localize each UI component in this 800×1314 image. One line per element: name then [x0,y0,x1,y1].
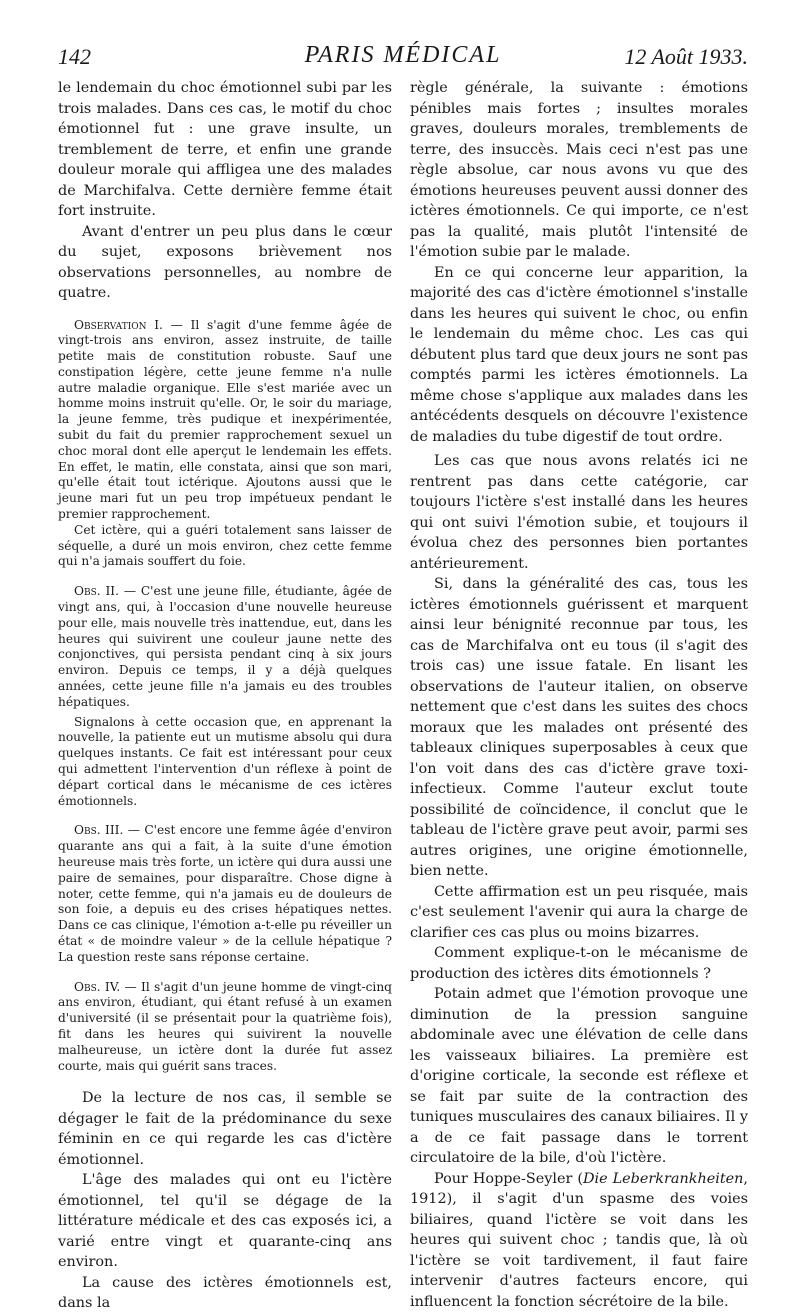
paragraph: Avant d'entrer un peu plus dans le cœur du sujet, exposons brièvement nos observations personnelles, au nombre de quatre. [58,223,392,301]
paragraph: De la lecture de nos cas, il semble se dégager le fait de la prédominance du sexe féminin en ce qui regarde les cas d'ictère émotionnel. [58,1090,392,1168]
observation-text: — Il s'agit d'un jeune homme de vingt-cinq ans environ, étudiant, qui étant refusé à un examen d'université (il se présentait pour la quatrième fois), fit dans les heures qui suivirent la nouvelle malheureuse, un ictère dont la durée fut assez courte, mais qui guérit sans traces. [58,979,392,1073]
observation-paragraph: Cet ictère, qui a guéri totalement sans laisser de séquelle, a duré un mois environ, chez cette femme qui n'a jamais souffert du foie. [58,522,392,569]
paragraph [410,1169,748,1313]
paragraph: Potain admet que l'émotion provoque une diminution de la pression sanguine abdominale avec une élévation de celle dans les vaisseaux biliaires. La première est d'origine corticale, la seconde est réflexe et se fait par suite de la contraction des tuniques musculaires des canaux biliaires. Il y a de ce fait passage dans le torrent circulatoire de la bile, d'où l'ictère. [410,986,748,1166]
observation-label: Obs. IV. [74,979,121,994]
page-number: 142 [58,44,91,69]
paragraph-text: , 1912), il s'agit d'un spasme des voies biliaires, quand l'ictère se voit dans les heures qui suivent choc ; tandis que, là où l'ictère se voit tardivement, il faut faire intervenir d'autres facteurs encore, qui influencent la fonction sécrétoire de la bile. [410,1170,748,1310]
paragraph: L'âge des malades qui ont eu l'ictère émotionnel, tel qu'il se dégage de la littérature médicale et des cas exposés ici, a varié entre vingt et quarante-cinq ans environ. [58,1172,392,1271]
left-column [58,78,392,1314]
observation-text: — C'est une jeune fille, étudiante, âgée de vingt ans, qui, à l'occasion d'une nouvelle heureuse pour elle, mais nouvelle très inattendue, eut, dans les heures qui suivirent une couleur jaune nette des conjonctives, qui persista pendant cinq à six jours environ. Depuis ce temps, il y a déjà quelques années, cette jeune fille n'a jamais eu des troubles hépatiques. [58,584,392,709]
journal-title: PARIS MÉDICAL [304,42,502,68]
paragraph: La cause des ictères émotionnels est, dans la [58,1274,392,1312]
paragraph: Comment explique-t-on le mécanisme de production des ictères dits émotionnels ? [410,945,748,982]
book-title: Die Leberkrankheiten [582,1170,744,1187]
paragraph: Cette affirmation est un peu risquée, mais c'est seulement l'avenir qui aura la charge de clarifier ces cas plus ou moins bizarres. [410,883,748,941]
observation-label: Obs. III. [74,823,124,838]
paragraph: le lendemain du choc émotionnel subi par les trois malades. Dans ces cas, le motif du choc émotionnel fut : une grave insulte, un tremblement de terre, et enfin une grande douleur morale qui affligea une des malades de Marchifalva. Cette dernière femme était fort instruite. [58,80,392,219]
paragraph: Si, dans la généralité des cas, tous les ictères émotionnels guérissent et marquent ainsi leur bénignité reconnue par tous, les cas de Marchifalva ont eu tous (il s'agit des trois cas) une issue fatale. En lisant les observations de l'auteur italien, on observe nettement que c'est dans les suites des chocs moraux que les malades ont présenté des tableaux cliniques superposables à ceux que l'on voit dans des cas d'ictère grave toxi-infectieux. Comme l'auteur exclut toute possibilité de coïncidence, il conclut que le tableau de l'ictère grave peut avoir, parmi ses autres origines, une origine émotionnelle, bien nette. [410,576,748,879]
observation-label: Observation I. [74,317,163,332]
paragraph: Les cas que nous avons relatés ici ne rentrent pas dans cette catégorie, car toujours l'ictère s'est installé dans les heures qui ont suivi l'émotion subie, et toujours il évolua chez des personnes bien portantes antérieurement. [410,453,748,572]
observation-text: — C'est encore une femme âgée d'environ quarante ans qui a fait, à la suite d'une émotion heureuse mais très forte, un ictère qui dura aussi une paire de semaines, pour disparaître. Chose digne à noter, cette femme, qui n'a jamais eu de douleurs de son foie, a depuis eu des crises hépatiques nettes. Dans ce cas clinique, l'émotion a-t-elle pu réveiller un état « de moindre valeur » de la cellule hépatique ? La question reste sans réponse certaine. [58,823,392,964]
observation-paragraph: Signalons à cette occasion que, en apprenant la nouvelle, la patiente eut un mutisme absolu qui dura quelques instants. Ce fait est intéressant pour ceux qui admettent l'intervention d'un réflexe à point de départ cortical dans le mécanisme de ces ictères émotionnels. [58,714,392,808]
issue-date: 12 Août 1933. [624,44,748,69]
observation-label: Obs. II. [74,584,119,599]
paragraph: En ce qui concerne leur apparition, la majorité des cas d'ictère émotionnel s'installe dans les heures qui suivent le choc, ou enfin le lendemain du même choc. Les cas qui débutent plus tard que deux jours ne sont pas comptés parmi les ictères émotionnels. La même chose s'applique aux malades dans les antécédents desquels on découvre l'existence de maladies du tube digestif de tout ordre. [410,264,748,445]
paragraph: règle générale, la suivante : émotions pénibles mais fortes ; insultes morales graves, douleurs morales, tremblements de terre, des insuccès. Mais ceci n'est pas une règle absolue, car nous avons vu que des émotions heureuses peuvent aussi donner des ictères émotionnels. Ce qui importe, ce n'est pas la qualité, mais plutôt l'intensité de l'émotion subie par le malade. [410,80,748,260]
observation-4 [58,980,392,1075]
page-header [58,42,748,74]
observation-2 [58,584,392,710]
observation-1 [58,318,392,523]
observation-3 [58,823,392,965]
paragraph-text: Pour Hoppe-Seyler ( [434,1170,583,1187]
right-column [410,78,748,1312]
observation-text: — Il s'agit d'une femme âgée de vingt-trois ans environ, assez instruite, de taille petite mais de constitution robuste. Sauf une constipation légère, cette jeune femme n'a nulle autre maladie organique. Elle s'est mariée avec un homme moins instruit qu'elle. Or, le soir du mariage, la jeune femme, très pudique et inexpérimentée, subit du fait du premier rapprochement sexuel un choc moral dont elle aperçut le lendemain les effets. En effet, le matin, elle constata, ainsi que son mari, qu'elle était tout ictérique. Ajoutons aussi que le jeune mari fut un peu trop impétueux pendant le premier rapprochement. [58,317,392,522]
